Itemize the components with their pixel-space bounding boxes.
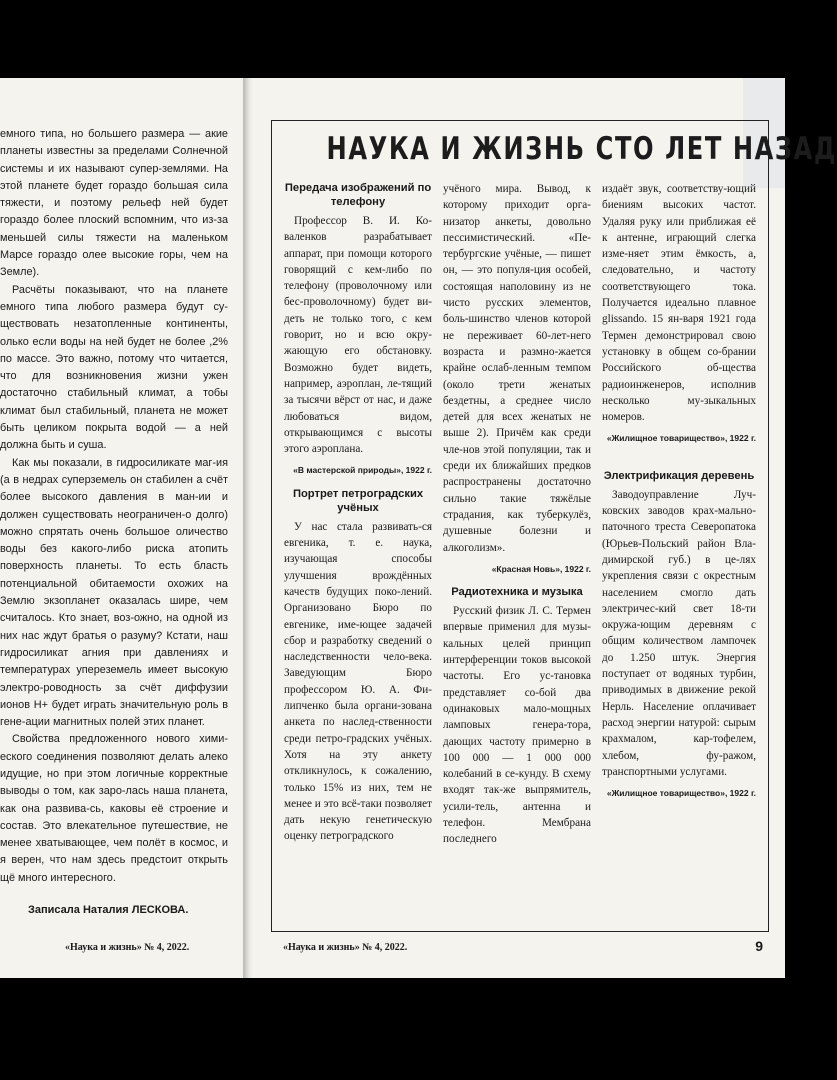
column-1: [284, 181, 432, 845]
article-body: Русский физик Л. С. Термен впервые применил для музы-кальных целей принцип интерференции токов высокой частоты. Его ус-тановка представляет со-бой два одинаковых мало-мощных ламповых генера-тора, дающих частоту примерно в 100 000 — 1 000 000 колебаний в се-кунду. В схему входят так-же выпрямитель, усили-тель, антенна и телефон. Мембрана последнего: [443, 605, 591, 846]
page-number: 9: [755, 938, 763, 954]
spacer: [602, 455, 756, 469]
article-source: «Жилищное товарищество», 1922 г.: [606, 788, 756, 799]
left-article-text: [0, 126, 228, 887]
page-gutter: [243, 78, 253, 978]
article-source: «Жилищное товарищество», 1922 г.: [606, 433, 756, 444]
article-body: Заводоуправление Луч-ковских заводов крах-мально-паточного треста Северопатока (Юрьев-Польский район Вла-димирской губ.) в це-лях укрепления связи с окрестным населением смогло дать электричес-кий свет 18-ти окружа-ющим деревням с общим количеством лампочек до 1.250 штук. Энергия поступает от водяных турбин, приводимых в движение рекой Нерль. Население оплачивает расход энергии натурой: сырым крахмалом, кар-тофелем, хлебом, фу-ражом, транспортными услугами.: [602, 488, 756, 778]
left-paragraph-2: Расчёты показывают, что на планете емного типа любого размера будут су-ществовать незатопленные континенты, олько если воды на ней будет не более ,2% по массе. Это важно, потому что читается, что для возникновения жизни ужен достаточно стабильный климат, а тобы климат был стабильный, планета не может быть целиком покрыта водой — а ней должна быть и суша.: [0, 283, 228, 452]
article-heading: Радиотехника и музыка: [451, 586, 583, 599]
article-body: учёного мира. Вывод, к которому приходит орга-низатор анкеты, довольно пессимистический. «Пе-тербургские учёные, — пишет он, — это популя-ция особей, состоящая наполовину из не чисто русских элементов, боль-шинство членов которой не переживает 60-лет-него возраста и размно-жается крайне ослаб-ленным темпом (около трети женатых бездетны, а среднее число детей для всех женатых не выше 2). Причём как среди чле-нов этой популяции, так и среди их ближайших предков распространены достаточно сильно такие тяжёлые страдания, как туберкулёз, душевные болезни и алкоголизм».: [443, 183, 591, 554]
article-source: «В мастерской природы», 1922 г.: [293, 465, 432, 476]
article-body: У нас стала развивать-ся евгеника, т. е. наука, изучающая способы улучшения врождённых качеств будущих поко-лений. Организовано Бюро по евгенике, име-ющее задачей сбор и разработку сведений о наследственности чело-века. Заведующим Бюро профессором Ю. А. Фи-липченко была органи-зована анкета по наслед-ственности среди петро-градских учёных. Хотя на эту анкету откликнулось, к сожалению, только 15% из них, тем не менее и это всё-таки позволяет дать некую генетическую оценку петроградского: [284, 520, 432, 843]
left-page-footer: «Наука и жизнь» № 4, 2022.: [65, 942, 190, 953]
left-paragraph-1: емного типа, но большего размера — акие планеты известны за пределами Солнечной системы и их называют супер-землями. На этой планете будет гораздо большая сила тяжести, и поэтому рельеф ней будет гораздо более плоский вспомним, что из-за меньшей силы тяжести на маленьком Марсе гораздо олее высокие горы, чем на Земле).: [0, 128, 228, 279]
article-source: «Красная Новь», 1922 г.: [491, 563, 591, 574]
article-body: Профессор В. И. Ко-валенков разрабатывает аппарат, при помощи которого говорящий с кем-либо по телефону (проволочному или бес-проволочному) будет ви-деть не только того, с кем говорит, но и всю окру-жающую его обстановку. Возможно будет видеть, например, аэроплан, ле-тящий за тысячи вёрст от нас, и даже любоваться видом, открывающимся с высоты этого аэроплана.: [284, 215, 432, 456]
column-2: [443, 181, 591, 848]
article-body: издаёт звук, соответству-ющий биениям высоких частот. Удаляя руку или приближая её к антенне, играющий слегка изме-няет этим ёмкость, а, следовательно, и частоту соответствующего тока. Получается идеально плавное glissando. 15 ян-варя 1921 года Термен демонстрировал свою установку в общем со-брании Российского об-щества радиоинженеров, исполнив несколько му-зыкальных номеров.: [602, 183, 756, 424]
feature-box: [271, 120, 837, 932]
left-page: [0, 78, 243, 978]
article-heading: Электрификация деревень: [603, 469, 755, 482]
article-heading: Портрет петроградских учёных: [292, 487, 424, 514]
column-3: [602, 181, 756, 809]
article-heading: Передача изображений по телефону: [284, 182, 432, 208]
section-masthead: НАУКА И ЖИЗНЬ СТО ЛЕТ НАЗАД: [326, 131, 837, 167]
right-page: [253, 78, 837, 978]
left-paragraph-4: Свойства предложенного нового хими-еского соединения позволяют делать алеко идущие, но при этом логичные корректные выводы о том, как заро-лась наша планета, как она развива-сь, каковы её строение и состав. Это влекательное путешествие, не менее хватывающее, чем полёт в космос, и я верен, что нам здесь предстоит открыть щё много интересного.: [0, 733, 228, 884]
left-paragraph-3: Как мы показали, в гидросиликате маг-ия (а в недрах суперземель он стабилен а счёт более высокого давления в ман-ии и должен существовать неограничен-о долго) можно спрятать очень большое оличество воды без какого-либо риска атопить поверхность планеты. То есть бласть потенциальной обитаемости охожих на Землю экзопланет оказалась шире, чем считалось. Кто знает, воз-ожно, на одной из них нас ждут братья о разуму? Кстати, наш гидросиликат агния при давлениях и температурах упереземель имеет высокую электро-роводность за счёт диффузии ионов Н+ будет играть значительную роль в гене-ации магнитных полей этих планет.: [0, 456, 228, 729]
author-signature: Записала Наталия ЛЕСКОВА.: [28, 904, 189, 916]
right-page-footer: «Наука и жизнь» № 4, 2022.: [283, 942, 408, 953]
